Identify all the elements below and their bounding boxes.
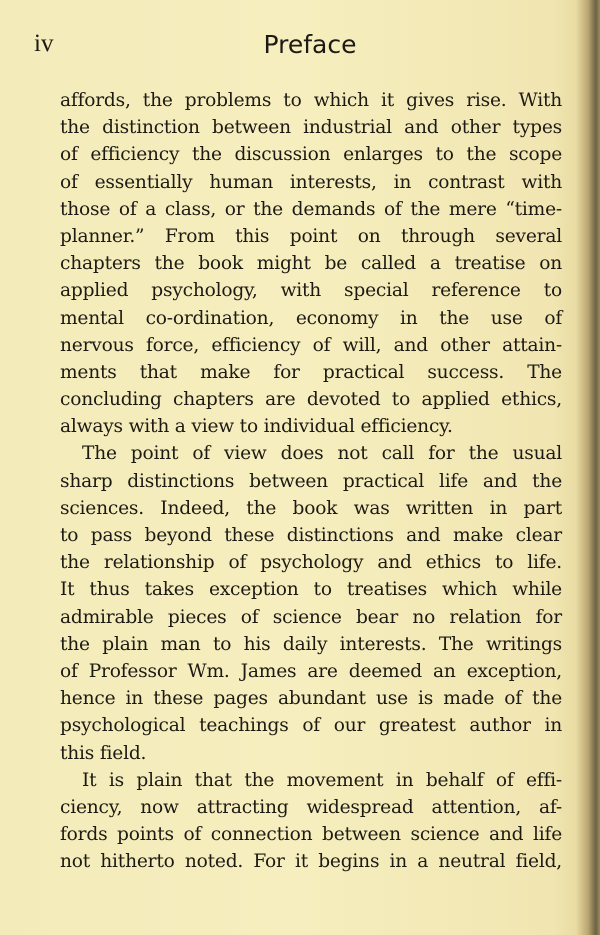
text-line: nervous force, efficiency of will, and other attain-: [60, 334, 562, 356]
text-line: this field.: [60, 742, 147, 764]
text-line: of essentially human interests, in contrast with: [60, 171, 562, 193]
text-line: to pass beyond these distinctions and make clear: [60, 525, 562, 546]
text-line: fords points of connection between science and life: [60, 824, 562, 846]
text-line: ments that make for practical success. The: [60, 361, 562, 383]
text-line: not hitherto noted. For it begins in a neutral field,: [60, 851, 562, 873]
text-line: applied psychology, with special reference to: [60, 280, 562, 302]
paragraph: [60, 87, 562, 440]
text-line: It thus takes exception to treatises which while: [60, 579, 562, 601]
text-line: chapters the book might be called a treatise on: [60, 253, 562, 275]
text-line: sciences. Indeed, the book was written in part: [60, 497, 562, 519]
text-line: mental co-ordination, economy in the use of: [60, 307, 562, 329]
text-line: the distinction between industrial and other types: [60, 117, 562, 139]
text-line: psychological teachings of our greatest author in: [60, 715, 562, 737]
text-line: ciency, now attracting widespread attention, af-: [60, 796, 562, 818]
running-head-title: Preface: [263, 30, 357, 59]
text-line: hence in these pages abundant use is made of the: [60, 688, 562, 710]
text-line: of efficiency the discussion enlarges to the scope: [60, 144, 562, 166]
text-line: concluding chapters are devoted to applied ethics,: [60, 389, 562, 411]
text-line: It is plain that the movement in behalf of effi-: [82, 769, 562, 791]
text-line: those of a class, or the demands of the mere “time-: [60, 198, 562, 220]
text-line: always with a view to individual efficiency.: [60, 416, 453, 438]
text-line: sharp distinctions between practical life and the: [60, 470, 562, 492]
text-line: affords, the problems to which it gives rise. With: [60, 90, 562, 111]
text-line: admirable pieces of science bear no relation for: [60, 606, 562, 628]
page-number: iv: [34, 30, 54, 57]
paragraph: [60, 440, 562, 766]
body-text: [60, 87, 562, 875]
paragraph: [60, 767, 562, 876]
text-line: of Professor Wm. James are deemed an exception,: [60, 660, 562, 682]
text-line: The point of view does not call for the usual: [82, 443, 562, 465]
text-line: the relationship of psychology and ethics to life.: [60, 552, 562, 574]
text-line: the plain man to his daily interests. The writings: [60, 633, 562, 655]
text-line: planner.” From this point on through several: [60, 225, 562, 247]
